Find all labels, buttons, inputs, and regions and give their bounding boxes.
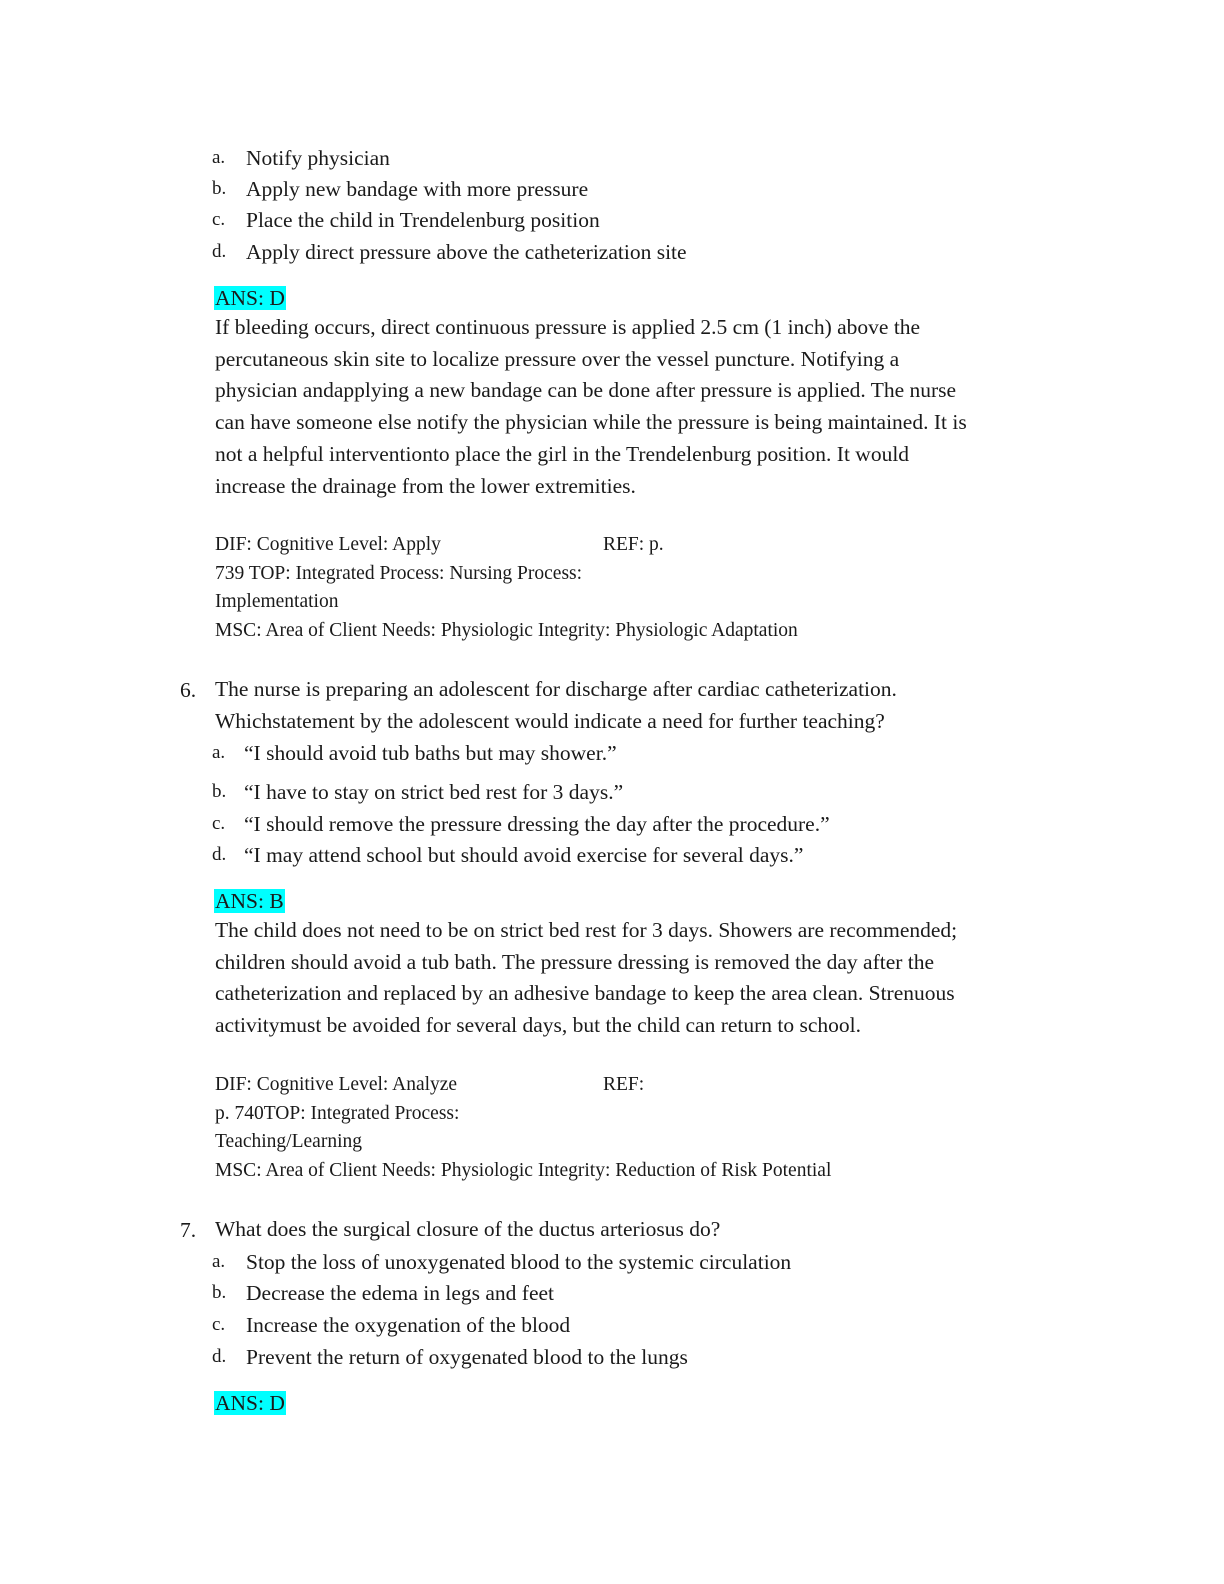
answer-highlight: ANS: D <box>215 286 285 310</box>
answer-highlight: ANS: D <box>215 1391 285 1415</box>
option-letter: d. <box>212 1346 227 1367</box>
meta-topic: 739 TOP: Integrated Process: Nursing Process: <box>215 563 583 584</box>
option-letter: d. <box>212 844 227 865</box>
meta-difficulty: DIF: Cognitive Level: Analyze <box>215 1074 458 1095</box>
option-letter: a. <box>212 742 226 763</box>
meta-client-needs: MSC: Area of Client Needs: Physiologic Integrity: Reduction of Risk Potential <box>215 1160 832 1181</box>
rationale-line: children should avoid a tub bath. The pressure dressing is removed the day after the <box>215 949 935 974</box>
option-letter: b. <box>212 1282 227 1303</box>
option-letter: a. <box>212 1251 226 1272</box>
question-number: 7. <box>180 1218 197 1242</box>
rationale-line: physician andapplying a new bandage can be done after pressure is applied. The nurse <box>215 378 957 403</box>
option-text: Apply new bandage with more pressure <box>246 177 589 201</box>
rationale-line: If bleeding occurs, direct continuous pressure is applied 2.5 cm (1 inch) above the <box>215 315 921 339</box>
meta-topic-cont: Implementation <box>215 591 339 612</box>
option-text: Notify physician <box>246 146 390 170</box>
rationale-line: can have someone else notify the physician while the pressure is being maintained. It is <box>215 410 967 435</box>
question-number: 6. <box>180 678 197 702</box>
question-stem <box>215 1214 720 1246</box>
answer-rationale <box>215 915 1075 1042</box>
meta-reference: REF: p. <box>603 534 664 555</box>
rationale-line: not a helpful interventionto place the girl in the Trendelenburg position. It would <box>215 441 910 466</box>
meta-difficulty: DIF: Cognitive Level: Apply <box>215 534 441 555</box>
meta-topic: p. 740TOP: Integrated Process: <box>215 1103 460 1124</box>
meta-topic-cont: Teaching/Learning <box>215 1131 362 1152</box>
option-text: Increase the oxygenation of the blood <box>246 1313 571 1337</box>
option-text: Place the child in Trendelenburg position <box>246 208 600 232</box>
option-text: Decrease the edema in legs and feet <box>246 1281 555 1305</box>
rationale-line: The child does not need to be on strict bed rest for 3 days. Showers are recommended; <box>215 918 958 942</box>
option-text: Apply direct pressure above the catheterization site <box>246 240 687 264</box>
rationale-line: catheterization and replaced by an adhesive bandage to keep the area clean. Strenuous <box>215 981 955 1006</box>
stem-line: What does the surgical closure of the ductus arteriosus do? <box>215 1217 721 1241</box>
rationale-line: percutaneous skin site to localize pressure over the vessel puncture. Notifying a <box>215 346 900 371</box>
option-letter: b. <box>212 178 227 199</box>
stem-line: The nurse is preparing an adolescent for discharge after cardiac catheterization. <box>215 677 897 701</box>
option-text: “I should remove the pressure dressing the day after the procedure.” <box>244 812 830 836</box>
answer-rationale <box>215 312 1075 502</box>
option-text: “I should avoid tub baths but may shower.” <box>244 741 617 765</box>
option-letter: a. <box>212 147 226 168</box>
option-letter: d. <box>212 241 227 262</box>
option-letter: b. <box>212 781 227 802</box>
option-text: Stop the loss of unoxygenated blood to the systemic circulation <box>246 1250 792 1274</box>
question-stem <box>215 674 897 737</box>
option-letter: c. <box>212 209 226 230</box>
option-text: “I have to stay on strict bed rest for 3 days.” <box>244 780 624 804</box>
rationale-line: activitymust be avoided for several days, but the child can return to school. <box>215 1013 862 1038</box>
stem-line: Whichstatement by the adolescent would indicate a need for further teaching? <box>215 708 885 733</box>
option-letter: c. <box>212 813 226 834</box>
option-letter: c. <box>212 1314 226 1335</box>
option-text: “I may attend school but should avoid exercise for several days.” <box>244 843 804 867</box>
meta-reference: REF: <box>603 1074 645 1095</box>
rationale-line: increase the drainage from the lower extremities. <box>215 473 636 498</box>
option-text: Prevent the return of oxygenated blood to the lungs <box>246 1345 688 1369</box>
meta-client-needs: MSC: Area of Client Needs: Physiologic Integrity: Physiologic Adaptation <box>215 620 798 641</box>
answer-highlight: ANS: B <box>215 889 284 913</box>
